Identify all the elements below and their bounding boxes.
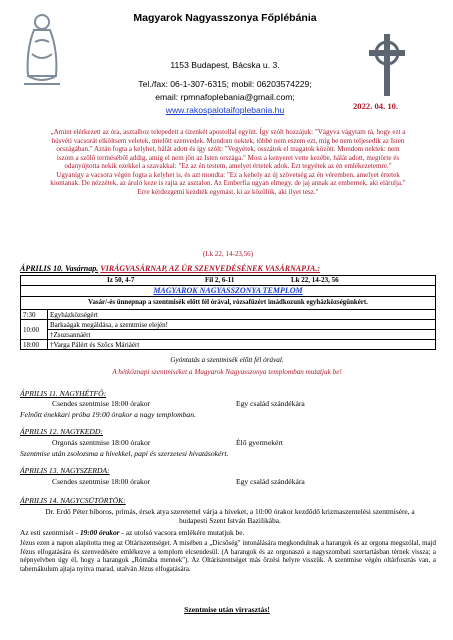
celtic-cross-icon [365, 34, 409, 96]
website-link[interactable]: www.rakospalotaifoplebania.hu [165, 105, 285, 115]
reading-3: Lk 22, 14-23, 56 [291, 276, 339, 284]
sunday-heading [20, 264, 440, 273]
reading-1: Iz 50, 4-7 [107, 276, 135, 284]
rosary-note: Vasár/-és ünnepnap a szentmisék előtt fél órával, rózsafüzért imádkozunk egyházközségünkért. [20, 296, 436, 310]
schedule-intent: †Zsuzsannáért [48, 330, 436, 340]
evening-mass-time: 19:00 órakor [79, 528, 120, 537]
tuesday-title: ÁPRILIS 12. NAGYKEDD: [20, 427, 103, 436]
monday-intent: Egy család szándékára [236, 399, 305, 408]
schedule-intent: Barkaágak megáldása, a szentmise elején! [48, 320, 436, 330]
schedule-time: 18:00 [21, 340, 48, 350]
parish-title: Magyarok Nagyasszonya Főplébánia [133, 12, 317, 24]
evening-mass-suffix: - az utolsó vacsora emlékére mutatjuk be. [119, 528, 245, 537]
wednesday-mass: Csendes szentmise 18:00 órakor [52, 477, 151, 486]
schedule-intent: Egyházközségért [48, 310, 436, 320]
thursday-description: Jézus ezen a napon alapította meg az Oltáriszentséget. A misében a „Dicsőség" intonálására megkondulnak a harangok és az orgona megszólal, majd Jézus elfogatására és szenvedésére emlékezve a templom elcsendesül. (A harangok és az orgonaszó a nagyszombati szertartásban térnek vissza; a népnyelvben úgy él, hogy a harangok „Rómába mennek"). Az Oltáriszentséget más őrzési helyre visszük. A szentmise végén oltárfosztás van, a tabernákulum ajtaja nyitva marad, utalván Jézus elfogatására. [20, 539, 436, 574]
schedule-row [21, 340, 436, 350]
gospel-reference: (Lk 22, 14-23,56) [202, 250, 254, 258]
vigil-note: Szentmise után virrasztás! [184, 605, 270, 614]
sunday-day: ÁPRILIS 10. Vasárnap. [20, 264, 99, 273]
tuesday-mass: Orgonás szentmise 18:00 órakor [52, 438, 151, 447]
monday-mass: Csendes szentmise 18:00 órakor [52, 399, 151, 408]
thursday-archbishop-note: Dr. Erdő Péter bíboros, prímás, érsek atya szeretettel várja a híveket, a 10:00 órakor kezdődő krizmaszentelési szentmisére, a budapesti Szent István Bazilikába. [45, 507, 415, 525]
tuesday-intent: Élő gyermekért [236, 438, 284, 447]
evening-mass-prefix: Az esti szentmisét - [20, 528, 80, 537]
sunday-title: VIRÁGVASÁRNAP, AZ ÚR SZENVEDÉSÉNEK VASÁRNAPJA.: [100, 264, 321, 273]
address: 1153 Budapest, Bácska u. 3. [170, 60, 280, 70]
church-banner: MAGYAROK NAGYASSZONYA TEMPLOM [20, 285, 436, 297]
schedule-time: 10:00 [21, 320, 48, 340]
monday-note: Felnőtt énekkari próba 19:00 órakor a nagy templomban. [20, 410, 196, 419]
schedule-row [21, 330, 436, 340]
tuesday-note: Szentmise után zsolozsma a hívekkel, papi és szerzetesi hivatásokért. [20, 449, 229, 458]
confession-note: Gyóntatás a szentmisék előtt fél órával. [170, 356, 284, 364]
phone: Tel./fax: 06-1-307-6315; mobil: 06203574229; [138, 79, 312, 89]
email: email: rpmnafoplebania@gmail.com; [155, 92, 295, 102]
schedule-intent: †Varga Pálért és Szőcs Máriáért [48, 340, 436, 350]
schedule-row [21, 320, 436, 330]
thursday-title: ÁPRILIS 14. NAGYCSÜTÖRTÖK: [20, 496, 126, 505]
monday-title: ÁPRILIS 11. NAGYHÉTFŐ: [20, 389, 107, 398]
gospel-quote: „Amint elérkezett az óra, asztalhoz telepedett a tizenkét apostollal együtt. Így szólt hozzájuk: "Vágyva vágytam rá, hogy ezt a húsvéti vacsorát elköltsem veletek, mielőtt szenvedek. Mondom nektek, többé nem eszem ezt, míg be nem teljesedik az Isten országában." Aztán fogta a kelyhet, hálát adott és így szólt: "Vegyétek, osszátok el magatok között. Mondom nektek: nem iszom a szőlő terméséből addig, amíg el nem jön az Isten országa." Most a kenyeret vette kezébe, hálát adott, megtörte és odanyújtotta nekik ezekkel a szavakkal: "Ez az én testem, amelyet értetek adok. Ezt tegyétek az én emlékezetemre." Ugyanígy a vacsora végén fogta a kelyhet is, és azt mondta: "Ez a kehely az új szövetség az én véremben, amelyet értetek kiontanak. De nézzétek, az áruló keze is rajta az asztalon. Az Emberfia ugyan elmegy, de jaj annak az embernek, aki elárulja." Erre kérdezgetni kezdték egymást, ki az közülük, aki ilyet tesz." [50, 128, 406, 196]
mary-statue-icon [12, 10, 72, 94]
bulletin-date: 2022. 04. 10. [353, 101, 399, 111]
schedule-row [21, 310, 436, 320]
reading-2: Fil 2, 6-11 [205, 276, 235, 284]
schedule-time: 7:30 [21, 310, 48, 320]
thursday-evening-mass [20, 528, 440, 537]
wednesday-intent: Egy család szándékára [236, 477, 305, 486]
weekday-note: A hétköznapi szentmiséket a Magyarok Nagyasszonya templomban mutatjuk be! [112, 368, 342, 376]
wednesday-title: ÁPRILIS 13. NAGYSZERDA: [20, 466, 110, 475]
mass-schedule-table [20, 309, 436, 350]
